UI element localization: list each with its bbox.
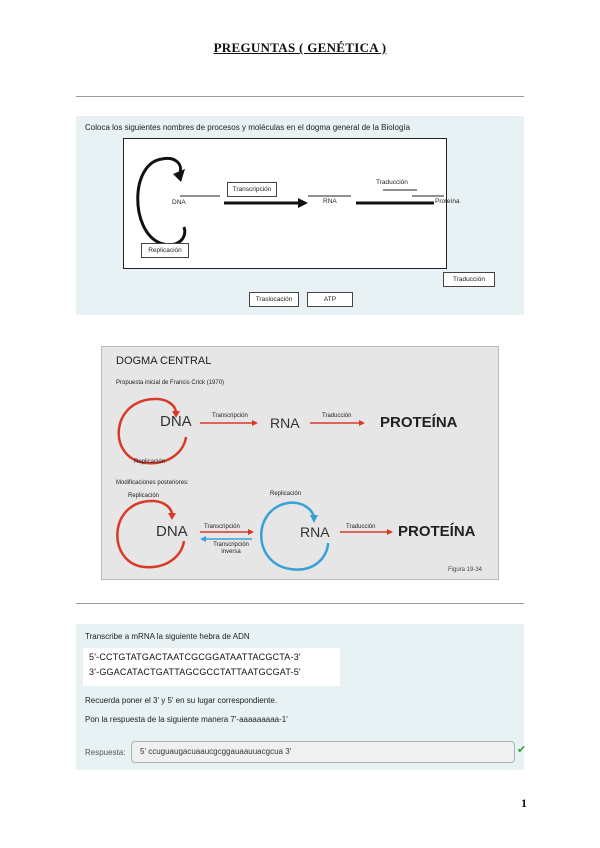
translation-label: Traducción bbox=[376, 179, 408, 186]
rna-label: RNA bbox=[323, 198, 337, 205]
bottom-protein: PROTEÍNA bbox=[398, 523, 476, 540]
page-number: 1 bbox=[521, 796, 527, 810]
dna-sequence-box bbox=[83, 648, 340, 686]
question-prompt: Coloca los siguientes nombres de procesos y moléculas en el dogma general de la Biología bbox=[85, 123, 411, 132]
protein-label: Proteína bbox=[435, 198, 460, 205]
bottom-rna-replication: Replicación bbox=[270, 491, 302, 497]
dna-strand-1: 5'-CCTGTATGACTAATCGCGGATAATTACGCTA-3' bbox=[89, 652, 301, 662]
check-icon: ✔ bbox=[517, 744, 527, 756]
top-rna: RNA bbox=[270, 415, 300, 431]
bottom-reverse-transcription: Transcripción inversa bbox=[213, 542, 249, 555]
question-prompt: Transcribe a mRNA la siguiente hebra de ADN bbox=[85, 632, 250, 641]
option-traslocacion[interactable]: Traslocación bbox=[249, 292, 299, 307]
option-traduccion[interactable]: Traducción bbox=[443, 272, 495, 287]
hint-1: Recuerda poner el 3' y 5' en su lugar correspondiente. bbox=[85, 696, 278, 705]
bottom-rna: RNA bbox=[300, 524, 330, 540]
replication-slot[interactable]: Replicación bbox=[141, 243, 189, 258]
divider bbox=[76, 96, 524, 97]
option-atp[interactable]: ATP bbox=[307, 292, 353, 307]
answer-input[interactable] bbox=[131, 741, 515, 763]
top-dna: DNA bbox=[160, 413, 192, 430]
hint-2: Pon la respuesta de la siguiente manera 7'-aaaaaaaaa-1' bbox=[85, 715, 288, 724]
dogma-diagram bbox=[123, 138, 460, 269]
question-dogma-box bbox=[76, 116, 524, 315]
bottom-transcription: Transcripción bbox=[204, 524, 240, 530]
figure-heading: DOGMA CENTRAL bbox=[116, 355, 212, 367]
top-transcription: Transcripción bbox=[212, 413, 248, 419]
transcription-slot[interactable]: Transcripción bbox=[227, 182, 277, 197]
bottom-translation: Traducción bbox=[346, 524, 376, 530]
figure-subtitle: Propuesta inicial de Francis Crick (1970) bbox=[116, 380, 225, 386]
dna-label: DNA bbox=[172, 199, 186, 206]
figure-caption: Figura 19-34 bbox=[448, 567, 483, 573]
top-translation: Traducción bbox=[322, 413, 352, 419]
page-title: PREGUNTAS ( GENÉTICA ) bbox=[213, 40, 387, 55]
dogma-central-figure bbox=[101, 346, 499, 580]
answer-label: Respuesta: bbox=[85, 748, 126, 757]
bottom-dna: DNA bbox=[156, 523, 188, 540]
dna-strand-2: 3'-GGACATACTGATTAGCGCCTATTAATGCGAT-5' bbox=[89, 667, 301, 677]
question-transcription-box bbox=[76, 624, 527, 770]
top-replication: Replicación bbox=[134, 459, 166, 465]
bottom-replication: Replicación bbox=[128, 493, 160, 499]
divider bbox=[76, 603, 524, 604]
modifications-label: Modificaciones posteriores: bbox=[116, 480, 189, 486]
answer-value: 5' ccuguaugacuaaucgcggauaauuacgcua 3' bbox=[140, 747, 292, 756]
top-protein: PROTEÍNA bbox=[380, 414, 458, 431]
